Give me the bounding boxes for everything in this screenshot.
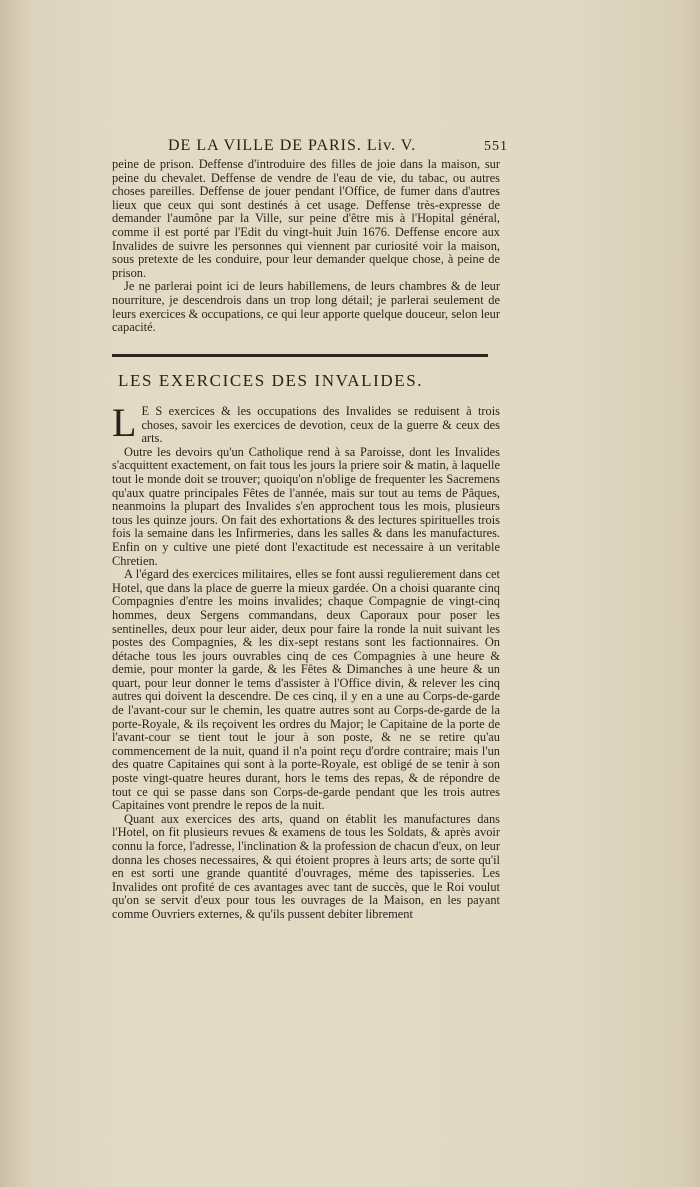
paragraph bbox=[112, 400, 500, 446]
section-regulations bbox=[112, 158, 500, 335]
paragraph: Je ne parlerai point ici de leurs habillemens, de leurs chambres & de leur nourriture, je descendrois dans un trop long détail; je parlerai seulement de leurs exercices & occupations, ce qui leur apporte quelque douceur, selon leur capacité. bbox=[112, 279, 500, 335]
section-divider bbox=[112, 354, 488, 357]
running-header bbox=[168, 137, 508, 155]
paragraph: peine de prison. Deffense d'introduire des filles de joie dans la maison, sur peine du chevalet. Deffense de vendre de l'eau de vie, du tabac, ou autres choses pareilles. Deffense de jouer pendant l'Office, de fumer dans d'autres lieux que ceux qui sont destinés à cet usage. Deffense très-expresse de demander l'aumône par la Ville, sur peine d'être mis à l'Hopital général, comme il est porté par l'Edit du vingt-huit Juin 1676. Deffense encore aux Invalides de suivre les personnes qui viennent par curiosité voir la maison, sous pretexte de les conduire, pour leur demander quelque chose, à peine de prison. bbox=[112, 157, 500, 280]
drop-cap: L bbox=[112, 400, 137, 445]
section-exercises bbox=[112, 400, 500, 922]
section-title: LES EXERCICES DES INVALIDES. bbox=[118, 371, 424, 390]
page-number: 551 bbox=[484, 139, 508, 154]
running-title: DE LA VILLE DE PARIS. Liv. V. bbox=[168, 137, 417, 154]
paragraph: Outre les devoirs qu'un Catholique rend à sa Paroisse, dont les Invalides s'acquittent exactement, on fait tous les jours la priere soir & matin, à laquelle tout le monde doit se trouver; quoiqu'on n'oblige de frequenter les Sacremens qu'aux quatre principales Fêtes de l'année, mais sur tout au tems de Pâques, neanmoins la plupart des Invalides s'en approchent tous les mois, plusieurs tous les quinze jours. On fait des exhortations & des lectures spirituelles trois fois la semaine dans les Infirmeries, dans les salles & dans les manufactures. Enfin on y cultive une pieté dont l'exactitude est necessaire à un veritable Chretien. bbox=[112, 444, 500, 568]
paragraph: A l'égard des exercices militaires, elles se font aussi regulierement dans cet Hotel, que dans la place de guerre la mieux gardée. On a choisi quarante cinq Compagnies d'entre les moins invalides; chaque Compagnie de vingt-cinq hommes, deux Sergens commandans, deux Caporaux pour poser les sentinelles, deux pour leur aider, deux pour faire la ronde la nuit suivant les postes des Compagnies, & les dix-sept restans sont les factionnaires. On détache tous les jours ouvrables cinq de ces Compagnies à une heure & demie, pour monter la garde, & les Fêtes & Dimanches à une heure & un quart, pour leur donner le tems d'assister à l'Office divin, & relever les cinq autres qui doivent la descendre. De ces cinq, il y en a une au Corps-de-garde de l'avant-cour sur le chemin, les quatre autres sont au Corps-de-garde de la porte-Royale, & ils reçoivent les ordres du Major; le Capitaine de la porte de l'avant-cour se tient tout le jour à son poste, & ne se retire qu'au commencement de la nuit, quand il n'a point reçu d'ordre contraire; mais l'un des quatre Capitaines qui sont à la porte-Royale, est obligé de se tenir à son poste vingt-quatre heures durant, hors le tems des repas, & de répondre de tout ce qui se passe dans son Corps-de-garde pendant que les trois autres Capitaines vont prendre le repos de la nuit. bbox=[112, 567, 500, 813]
paragraph-text: E S exercices & les occupations des Invalides se reduisent à trois choses, savoir les exercices de devotion, ceux de la guerre & ceux des arts. bbox=[141, 404, 500, 446]
paragraph: Quant aux exercices des arts, quand on établit les manufactures dans l'Hotel, on fit plusieurs revues & examens de tous les Soldats, & après avoir connu la force, l'adresse, l'inclination & la profession de chacun d'eux, on leur donna les choses necessaires, & qui étoient propres à leurs arts; de sorte qu'il en est sorti une grande quantité d'ouvrages, méme des tapisseries. Les Invalides ont profité de ces avantages avec tant de succès, que le Roi voulut qu'on se servit d'eux pour tous les ouvrages de la Maison, en les payant comme Ouvriers externes, & qu'ils pussent debiter librement bbox=[112, 811, 500, 921]
